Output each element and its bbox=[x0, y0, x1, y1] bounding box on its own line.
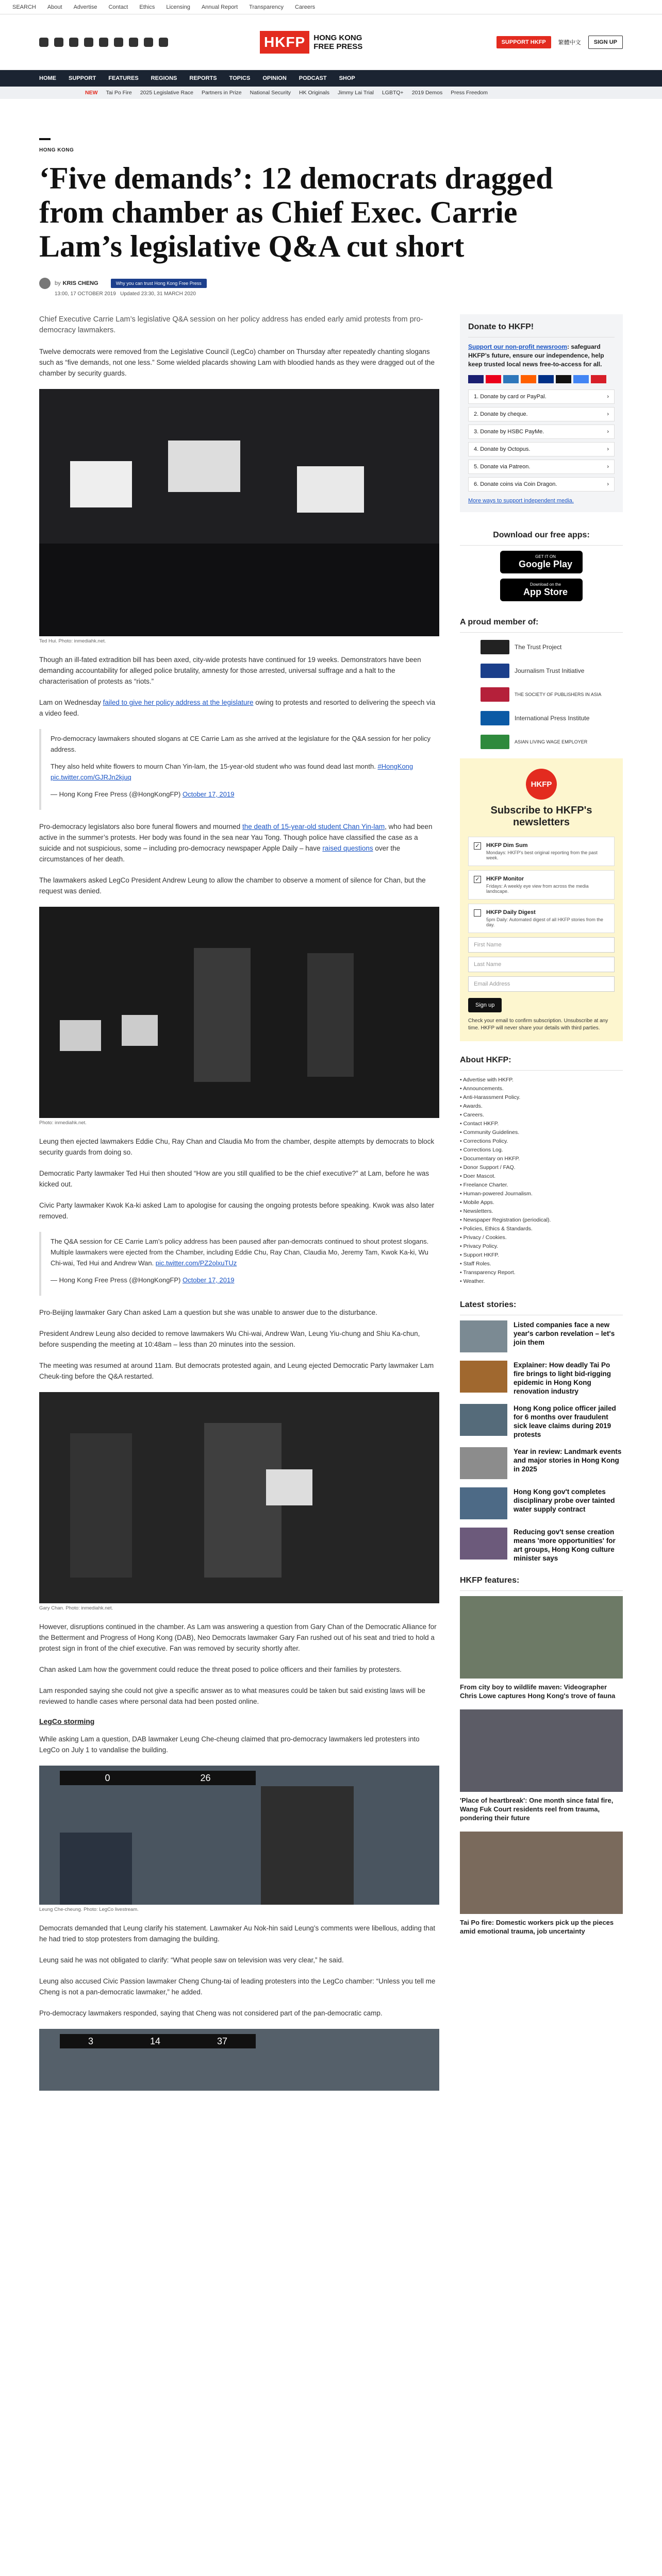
paragraph: Pro-democracy lawmakers responded, saying that Cheng was not considered part of the pan-democratic camp. bbox=[39, 2009, 383, 2017]
photo-caption: Ted Hui. Photo: inmediahk.net. bbox=[39, 638, 106, 644]
story-thumbnail[interactable] bbox=[460, 1361, 507, 1393]
newsletter-badge: HKFP bbox=[526, 769, 557, 800]
site-header bbox=[0, 14, 662, 70]
logo-line1: HONG KONG bbox=[313, 33, 362, 42]
trending-item[interactable]: HK Originals bbox=[299, 90, 329, 96]
telegram-icon[interactable] bbox=[114, 38, 123, 47]
nav-topics[interactable]: TOPICS bbox=[229, 75, 251, 81]
member-logo[interactable]: ASIAN LIVING WAGE EMPLOYER bbox=[481, 735, 623, 749]
feature-title[interactable]: From city boy to wildlife maven: Videographer Chris Lowe captures Hong Kong's trove of fauna bbox=[460, 1683, 616, 1700]
paragraph: Leung said he was not obligated to clarify: “What people saw on television was very clear,” he said. bbox=[39, 1956, 344, 1964]
paragraph: President Andrew Leung also decided to remove lawmakers Wu Chi-wai, Andrew Wan, Leung Yiu-chung and Shiu Ka-chun, before suspending the meeting at 10:48am – less than 20 minutes into the session. bbox=[39, 1330, 420, 1348]
trending-item[interactable]: Tai Po Fire bbox=[106, 90, 132, 96]
trending-item[interactable]: Partners in Prize bbox=[202, 90, 242, 96]
newsletter-widget bbox=[460, 758, 623, 1041]
latest-story[interactable] bbox=[460, 1320, 623, 1352]
about-link[interactable]: • Community Guidelines. bbox=[460, 1129, 520, 1136]
feature-title[interactable]: 'Place of heartbreak': One month since fatal fire, Wang Fuk Court residents reel from trauma, pondering their future bbox=[460, 1797, 614, 1822]
about-link[interactable]: • Human-powered Journalism. bbox=[460, 1191, 533, 1197]
donate-option[interactable]: 5. Donate via Patreon. › bbox=[468, 460, 615, 474]
latest-story[interactable] bbox=[460, 1404, 623, 1439]
threads-icon[interactable] bbox=[84, 38, 93, 47]
nav-regions[interactable]: REGIONS bbox=[151, 75, 177, 81]
article-photo bbox=[39, 1392, 439, 1603]
paragraph: Democrats demanded that Leung clarify his statement. Lawmaker Au Nok-hin said Leung’s comments were libellous, adding that he had tried to stop protesters from damaging the building. bbox=[39, 1924, 436, 1943]
donate-option[interactable]: 2. Donate by cheque. › bbox=[468, 407, 615, 421]
story-title[interactable]: Year in review: Landmark events and major stories in Hong Kong in 2025 bbox=[514, 1448, 622, 1473]
applepay-icon bbox=[556, 375, 571, 383]
about-link[interactable]: • Corrections Log. bbox=[460, 1147, 503, 1153]
about-link[interactable]: • Contact HKFP. bbox=[460, 1121, 499, 1127]
article-category[interactable]: HONG KONG bbox=[39, 147, 74, 153]
x-icon[interactable] bbox=[54, 38, 63, 47]
feature-story[interactable] bbox=[460, 1709, 623, 1822]
latest-story[interactable] bbox=[460, 1528, 623, 1563]
about-link[interactable]: • Doer Mascot. bbox=[460, 1173, 496, 1179]
paragraph: Pro-Beijing lawmaker Gary Chan asked Lam a question but she was unable to answer due to the disturbance. bbox=[39, 1309, 377, 1316]
about-link[interactable]: About bbox=[47, 4, 62, 10]
nav-opinion[interactable]: OPINION bbox=[262, 75, 287, 81]
about-link[interactable]: • Documentary on HKFP. bbox=[460, 1156, 520, 1162]
more-ways-link[interactable]: More ways to support independent media. bbox=[468, 498, 574, 504]
story-title[interactable]: Hong Kong police officer jailed for 6 months over fraudulent sick leave claims during 2019 protests bbox=[514, 1404, 616, 1438]
about-link[interactable]: • Privacy / Cookies. bbox=[460, 1234, 507, 1241]
sign-up-button[interactable]: SIGN UP bbox=[588, 36, 623, 49]
support-hkfp-button[interactable]: SUPPORT HKFP bbox=[496, 36, 551, 48]
photo-caption: Gary Chan. Photo: inmediahk.net. bbox=[39, 1605, 113, 1611]
paragraph: Lam responded saying she could not give a specific answer as to what measures could be taken but said existing laws will be reviewed to handle cases where personal data had been posted online. bbox=[39, 1687, 425, 1705]
new-badge: NEW bbox=[85, 90, 98, 96]
tweet-date-link[interactable]: October 17, 2019 bbox=[182, 1276, 235, 1284]
donate-option[interactable]: 6. Donate coins via Coin Dragon. › bbox=[468, 477, 615, 492]
apps-title: Download our free apps: bbox=[460, 526, 623, 546]
donate-title: Donate to HKFP! bbox=[468, 317, 615, 337]
search-link[interactable]: SEARCH bbox=[12, 4, 36, 10]
trending-item[interactable]: National Security bbox=[250, 90, 291, 96]
rss-icon[interactable] bbox=[159, 38, 168, 47]
paragraph: The lawmakers asked LegCo President Andrew Leung to allow the chamber to observe a moment of silence for Chan, but the request was denied. bbox=[39, 876, 426, 895]
paragraph: Pro-democracy legislators also bore funeral flowers and mourned the death of 15-year-old student Chan Yin-lam, who had been active in the summer’s protests. Her body was found in the sea near Yau Tong. Though police have classified the case as a suicide and not suspicious, some – including pro-democracy newspaper Apple Daily – have raised questions over the circumstances of her death. bbox=[39, 823, 433, 863]
about-link[interactable]: • Freelance Charter. bbox=[460, 1182, 508, 1188]
visa-icon bbox=[468, 375, 484, 383]
vote-count: 3 bbox=[88, 2036, 93, 2046]
instagram-icon[interactable] bbox=[69, 38, 78, 47]
apps-widget bbox=[460, 526, 623, 601]
about-title: About HKFP: bbox=[460, 1050, 623, 1071]
author-avatar bbox=[39, 278, 51, 289]
main-navigation bbox=[0, 70, 662, 87]
about-link[interactable]: • Careers. bbox=[460, 1112, 484, 1118]
newsletter-signup-button[interactable]: Sign up bbox=[468, 998, 502, 1012]
newsletter-option[interactable]: HKFP Daily Digest 5pm Daily: Automated digest of all HKFP stories from the day. bbox=[468, 904, 615, 933]
checkbox-checked-icon[interactable]: ✓ bbox=[474, 876, 481, 883]
about-widget bbox=[460, 1050, 623, 1286]
member-logo[interactable]: International Press Institute bbox=[481, 711, 623, 725]
nav-podcast[interactable]: PODCAST bbox=[299, 75, 327, 81]
member-widget bbox=[460, 613, 623, 749]
member-logo[interactable]: Journalism Trust Initiative bbox=[481, 664, 623, 678]
byline bbox=[39, 278, 623, 289]
last-name-input[interactable]: Last Name bbox=[468, 957, 615, 972]
story-title[interactable]: Hong Kong gov't completes disciplinary probe over tainted water supply contract bbox=[514, 1488, 615, 1513]
about-link[interactable]: • Newsletters. bbox=[460, 1208, 493, 1214]
transparency-link[interactable]: Transparency bbox=[249, 4, 284, 10]
app-store-button[interactable]: Download on the App Store bbox=[500, 579, 583, 601]
top-utility-bar bbox=[0, 0, 662, 14]
story-title[interactable]: Reducing gov't sense creation means 'more opportunities' for art groups, Hong Kong culture minister says bbox=[514, 1528, 616, 1562]
advertise-link[interactable]: Advertise bbox=[73, 4, 97, 10]
article-link[interactable]: failed to give her policy address at the legislature bbox=[103, 699, 254, 706]
article-link[interactable]: the death of 15-year-old student Chan Yin-lam bbox=[242, 823, 385, 831]
feature-story[interactable] bbox=[460, 1596, 623, 1700]
nav-home[interactable]: HOME bbox=[39, 75, 56, 81]
about-list bbox=[460, 1076, 623, 1286]
trust-button[interactable]: Why you can trust Hong Kong Free Press bbox=[111, 279, 207, 288]
paragraph: Twelve democrats were removed from the Legislative Council (LegCo) chamber on Thursday after repeatedly chanting slogans such as “five demands, not one less.” Some wielded placards showing Lam with bloodied hands as they were dragged out of the chamber by security guards. bbox=[39, 348, 435, 377]
paragraph: The meeting was resumed at around 11am. But democrats protested again, and Leung ejected Democratic Party lawmaker Lam Cheuk-ting before the Q&A restarted. bbox=[39, 1362, 434, 1380]
story-thumbnail[interactable] bbox=[460, 1404, 507, 1436]
nav-features[interactable]: FEATURES bbox=[108, 75, 139, 81]
payment-icons bbox=[468, 375, 615, 383]
updated-date: Updated 23:30, 31 MARCH 2020 bbox=[120, 291, 196, 297]
paragraph: While asking Lam a question, DAB lawmaker Leung Che-cheung claimed that pro-democracy lawmakers led protesters into LegCo on July 1 to vandalise the building. bbox=[39, 1735, 420, 1754]
about-link[interactable]: • Weather. bbox=[460, 1278, 485, 1284]
published-date: 13:00, 17 OCTOBER 2019 bbox=[55, 291, 116, 297]
trending-item[interactable]: Jimmy Lai Trial bbox=[337, 90, 374, 96]
trending-item[interactable]: LGBTQ+ bbox=[382, 90, 404, 96]
about-link[interactable]: • Newspaper Registration (periodical). bbox=[460, 1217, 551, 1223]
about-link[interactable]: • Advertise with HKFP. bbox=[460, 1077, 514, 1083]
facebook-icon[interactable] bbox=[39, 38, 48, 47]
vote-count: 26 bbox=[200, 1772, 211, 1783]
amex-icon bbox=[503, 375, 519, 383]
story-title[interactable]: Listed companies face a new year's carbon revelation – let's join them bbox=[514, 1321, 615, 1346]
contact-link[interactable]: Contact bbox=[108, 4, 128, 10]
article-title: ‘Five demands’: 12 democrats dragged from chamber as Chief Exec. Carrie Lam’s legislative Q&A cut short bbox=[39, 161, 553, 263]
paragraph: Civic Party lawmaker Kwok Ka-ki asked Lam to apologise for causing the ongoing protests before speaking. Kwok was also later removed. bbox=[39, 1201, 435, 1220]
newsletter-option[interactable]: ✓ HKFP Monitor Fridays: A weekly eye view from across the media landscape. bbox=[468, 870, 615, 900]
paragraph: Democratic Party lawmaker Ted Hui then shouted “How are you still qualified to be the chief executive?” at Lam, before he was kicked out. bbox=[39, 1170, 429, 1188]
paragraph: Chan asked Lam how the government could reduce the threat posed to police officers and their families by protesters. bbox=[39, 1666, 402, 1673]
about-link[interactable]: • Transparency Report. bbox=[460, 1269, 516, 1276]
about-link[interactable]: • Policies, Ethics & Standards. bbox=[460, 1226, 533, 1232]
email-input[interactable]: Email Address bbox=[468, 976, 615, 992]
embedded-tweet: Pro-democracy lawmakers shouted slogans at CE Carrie Lam as she arrived at the legislature for the Q&A session for her policy address. They also held white flowers to mourn Chan Yin-lam, the 15-year-old student who was found dead last month. #HongKong pic.twitter.com/GJRJn2kjuq — Hong Kong Free Press (@HongKongFP) October 17, 2019 bbox=[39, 729, 439, 810]
email-icon[interactable] bbox=[129, 38, 138, 47]
about-link[interactable]: • Support HKFP. bbox=[460, 1252, 499, 1258]
story-thumbnail[interactable] bbox=[460, 1528, 507, 1560]
ethics-link[interactable]: Ethics bbox=[139, 4, 155, 10]
mastercard-icon bbox=[486, 375, 501, 383]
paragraph: Though an ill-fated extradition bill has been axed, city-wide protests have continued for 19 weeks. Demonstrators have been demanding accountability for alleged police brutality, amnesty for those arrested, universal suffrage and a halt to the characterisation of protests as “riots.” bbox=[39, 656, 421, 685]
newsletter-option[interactable]: ✓ HKFP Dim Sum Mondays: HKFP's best original reporting from the past week. bbox=[468, 837, 615, 866]
discover-icon bbox=[521, 375, 536, 383]
paypal-icon bbox=[538, 375, 554, 383]
features-widget bbox=[460, 1571, 623, 1936]
photo-caption: Photo: inmediahk.net. bbox=[39, 1120, 87, 1126]
licensing-link[interactable]: Licensing bbox=[166, 4, 190, 10]
latest-story[interactable] bbox=[460, 1487, 623, 1519]
section-heading: LegCo storming bbox=[39, 1717, 95, 1725]
hkfp-logo[interactable] bbox=[260, 31, 362, 54]
sidebar bbox=[460, 314, 623, 2091]
newsletter-title: Subscribe to HKFP's newsletters bbox=[490, 805, 592, 828]
latest-title: Latest stories: bbox=[460, 1295, 623, 1315]
video-still bbox=[39, 2029, 439, 2091]
feature-image[interactable] bbox=[460, 1832, 623, 1914]
trending-bar bbox=[0, 87, 662, 99]
vote-count: 37 bbox=[217, 2036, 227, 2046]
tweet-text: Pro-democracy lawmakers shouted slogans at CE Carrie Lam as she arrived at the legislature for the Q&A session for her policy address. bbox=[51, 735, 431, 753]
google-play-button[interactable]: GET IT ON Google Play bbox=[500, 551, 583, 573]
careers-link[interactable]: Careers bbox=[295, 4, 316, 10]
checkbox-icon[interactable] bbox=[474, 909, 481, 917]
feature-story[interactable] bbox=[460, 1832, 623, 1936]
about-link[interactable]: • Privacy Policy. bbox=[460, 1243, 499, 1249]
first-name-input[interactable]: First Name bbox=[468, 937, 615, 953]
linkedin-icon[interactable] bbox=[144, 38, 153, 47]
member-title: A proud member of: bbox=[460, 613, 623, 633]
nav-reports[interactable]: REPORTS bbox=[189, 75, 217, 81]
annual-report-link[interactable]: Annual Report bbox=[201, 4, 238, 10]
video-still bbox=[39, 1766, 439, 1905]
lead-paragraph: Chief Executive Carrie Lam’s legislative Q&A session on her policy address has ended early amid protests from pro-democracy lawmakers. bbox=[39, 315, 423, 334]
trending-item[interactable]: 2025 Legislative Race bbox=[140, 90, 194, 96]
paragraph: Lam on Wednesday failed to give her policy address at the legislature owing to protests and resorted to delivering the speech via a video feed. bbox=[39, 699, 436, 717]
unionpay-icon bbox=[591, 375, 606, 383]
donate-option[interactable]: 4. Donate by Octopus. › bbox=[468, 442, 615, 456]
photo-caption: Leung Che-cheung. Photo: LegCo livestream. bbox=[39, 1907, 139, 1912]
latest-widget bbox=[460, 1295, 623, 1563]
feature-title[interactable]: Tai Po fire: Domestic workers pick up the pieces amid emotional trauma, job uncertainty bbox=[460, 1919, 614, 1935]
feature-image[interactable] bbox=[460, 1709, 623, 1792]
title-rule bbox=[39, 138, 51, 140]
story-thumbnail[interactable] bbox=[460, 1487, 507, 1519]
tweet-link[interactable]: pic.twitter.com/PZ2olxuTUz bbox=[155, 1259, 237, 1267]
logo-line2: FREE PRESS bbox=[313, 42, 363, 51]
youtube-icon[interactable] bbox=[99, 38, 108, 47]
story-title[interactable]: Explainer: How deadly Tai Po fire brings to light bid-rigging epidemic in Hong Kong renovation industry bbox=[514, 1361, 611, 1395]
article-link[interactable]: raised questions bbox=[322, 844, 373, 852]
article-photo bbox=[39, 907, 439, 1118]
about-link[interactable]: • Announcements. bbox=[460, 1086, 504, 1092]
about-link[interactable]: • Donor Support / FAQ. bbox=[460, 1164, 516, 1171]
latest-story[interactable] bbox=[460, 1361, 623, 1396]
about-link[interactable]: • Corrections Policy. bbox=[460, 1138, 508, 1144]
nav-shop[interactable]: SHOP bbox=[339, 75, 355, 81]
trending-item[interactable]: 2019 Demos bbox=[411, 90, 443, 96]
about-link[interactable]: • Anti-Harassment Policy. bbox=[460, 1094, 521, 1100]
embedded-tweet: The Q&A session for CE Carrie Lam’s policy address has been paused after pan-democrats continued to shout protest slogans. Multiple lawmakers were ejected from the Chamber, including Eddie Chu, Ray Chan, Claudia Mo, Jeremy Tam, Kwok Ka-ki, Wu Chi-wai, Ted Hui and Andrew Wan. pic.twitter.com/PZ2olxuTUz — Hong Kong Free Press (@HongKongFP) October 17, 2019 bbox=[39, 1232, 439, 1296]
about-link[interactable]: • Mobile Apps. bbox=[460, 1199, 494, 1206]
latest-story[interactable] bbox=[460, 1447, 623, 1479]
nav-support[interactable]: SUPPORT bbox=[69, 75, 96, 81]
by-label: by bbox=[55, 280, 61, 286]
feature-image[interactable] bbox=[460, 1596, 623, 1679]
donate-option[interactable]: 1. Donate by card or PayPal. › bbox=[468, 389, 615, 404]
newsletter-note: Check your email to confirm subscription. Unsubscribe at any time. HKFP will never share your details with third parties. bbox=[468, 1018, 608, 1031]
donate-option[interactable]: 3. Donate by HSBC PayMe. › bbox=[468, 425, 615, 439]
story-thumbnail[interactable] bbox=[460, 1447, 507, 1479]
chinese-link[interactable]: 繁體中文 bbox=[558, 39, 581, 46]
donate-link[interactable]: Support our non-profit newsroom bbox=[468, 343, 567, 350]
about-link[interactable]: • Staff Roles. bbox=[460, 1261, 491, 1267]
trending-item[interactable]: Press Freedom bbox=[451, 90, 488, 96]
social-icons bbox=[39, 38, 256, 47]
logo-mark: HKFP bbox=[260, 31, 309, 54]
member-logo[interactable]: The Trust Project bbox=[481, 640, 623, 654]
author-name[interactable]: KRIS CHENG bbox=[62, 280, 98, 286]
member-logo[interactable]: THE SOCIETY OF PUBLISHERS IN ASIA bbox=[481, 687, 623, 702]
paragraph: Leung then ejected lawmakers Eddie Chu, Ray Chan and Claudia Mo from the chamber, despite attempts by democrats to block security guards from doing so. bbox=[39, 1138, 435, 1156]
checkbox-checked-icon[interactable]: ✓ bbox=[474, 842, 481, 850]
googlepay-icon bbox=[573, 375, 589, 383]
vote-count: 14 bbox=[150, 2036, 160, 2046]
vote-count: 0 bbox=[105, 1772, 110, 1783]
features-title: HKFP features: bbox=[460, 1571, 623, 1591]
tweet-date-link[interactable]: October 17, 2019 bbox=[182, 790, 235, 798]
article-photo bbox=[39, 389, 439, 636]
about-link[interactable]: • Awards. bbox=[460, 1103, 483, 1109]
paragraph: However, disruptions continued in the chamber. As Lam was answering a question from Gary Chan of the Democratic Alliance for the Betterment and Progress of Hong Kong (DAB), Neo Democrats lawmaker Gary Fan rushed out of his seat and tried to hold a protest sign in front of the chief executive. Fan was removed by security shortly after. bbox=[39, 1623, 437, 1652]
story-thumbnail[interactable] bbox=[460, 1320, 507, 1352]
article-body bbox=[39, 314, 439, 2091]
paragraph: Leung also accused Civic Passion lawmaker Cheng Chung-tai of leading protesters into the LegCo chamber: “Unless you tell me Cheng is not a pan-democratic lawmaker,” he added. bbox=[39, 1977, 436, 1996]
tweet-link[interactable]: #HongKong pic.twitter.com/GJRJn2kjuq bbox=[51, 762, 413, 781]
donate-widget: Donate to HKFP! Support our non-profit newsroom: safeguard HKFP’s future, ensure our independence, help keep trusted local news free-to-access for all. 1. Donate by card or PayPal. › 2. Donate by cheque. › 3. Donate by HSBC PayMe. › 4. Donate by Octopus. › 5. Donate via Patreon. › 6. Donate coins via Coin Dragon. › More ways to support independent media. bbox=[460, 314, 623, 512]
